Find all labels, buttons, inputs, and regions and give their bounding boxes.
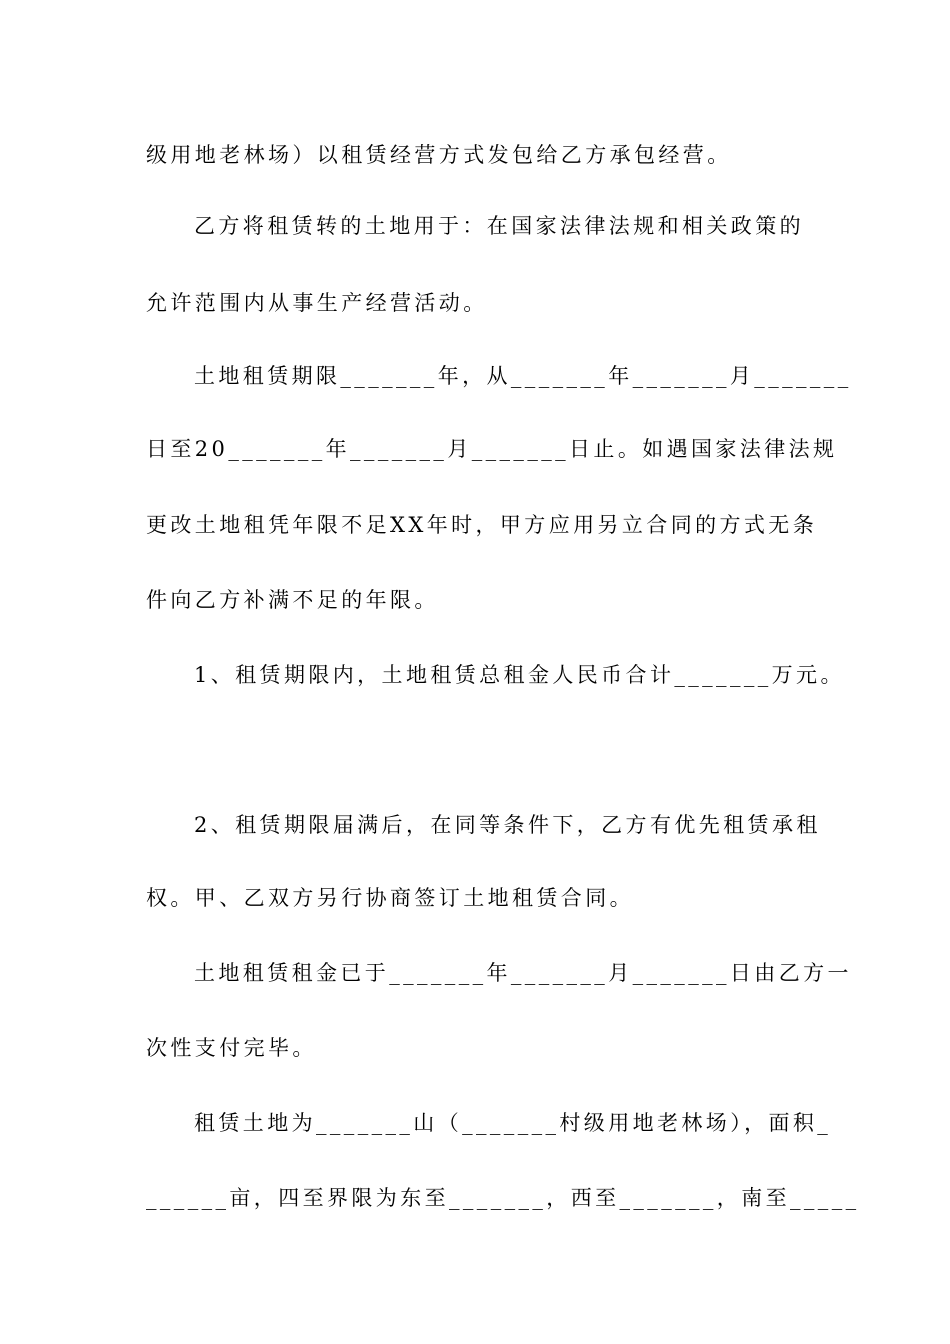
- paragraph-line-4: 土地租赁期限_______年，从_______年_______月_______: [194, 364, 852, 388]
- paragraph-line-5: 日至20_______年_______月_______日止。如遇国家法律法规: [146, 437, 838, 461]
- paragraph-line-6: 更改土地租凭年限不足XX年时，甲方应用另立合同的方式无条: [146, 513, 818, 537]
- paragraph-line-10: 权。甲、乙双方另行协商签订土地租赁合同。: [146, 886, 634, 910]
- paragraph-line-13: 租赁土地为_______山（_______村级用地老林场），面积_: [194, 1111, 832, 1135]
- paragraph-line-14: ______亩，四至界限为东至_______，西至_______，南至_____: [146, 1186, 860, 1210]
- paragraph-line-1: 级用地老林场）以租赁经营方式发包给乙方承包经营。: [146, 143, 732, 167]
- paragraph-line-2: 乙方将租赁转的土地用于：在国家法律法规和相关政策的: [194, 214, 804, 238]
- paragraph-line-12: 次性支付完毕。: [146, 1036, 317, 1060]
- paragraph-line-3: 允许范围内从事生产经营活动。: [146, 291, 488, 315]
- paragraph-line-8: 1、租赁期限内，土地租赁总租金人民币合计_______万元。: [194, 663, 845, 687]
- paragraph-line-11: 土地租赁租金已于_______年_______月_______日由乙方一: [194, 961, 852, 985]
- paragraph-line-7: 件向乙方补满不足的年限。: [146, 588, 439, 612]
- paragraph-line-9: 2、租赁期限届满后，在同等条件下，乙方有优先租赁承租: [194, 813, 821, 837]
